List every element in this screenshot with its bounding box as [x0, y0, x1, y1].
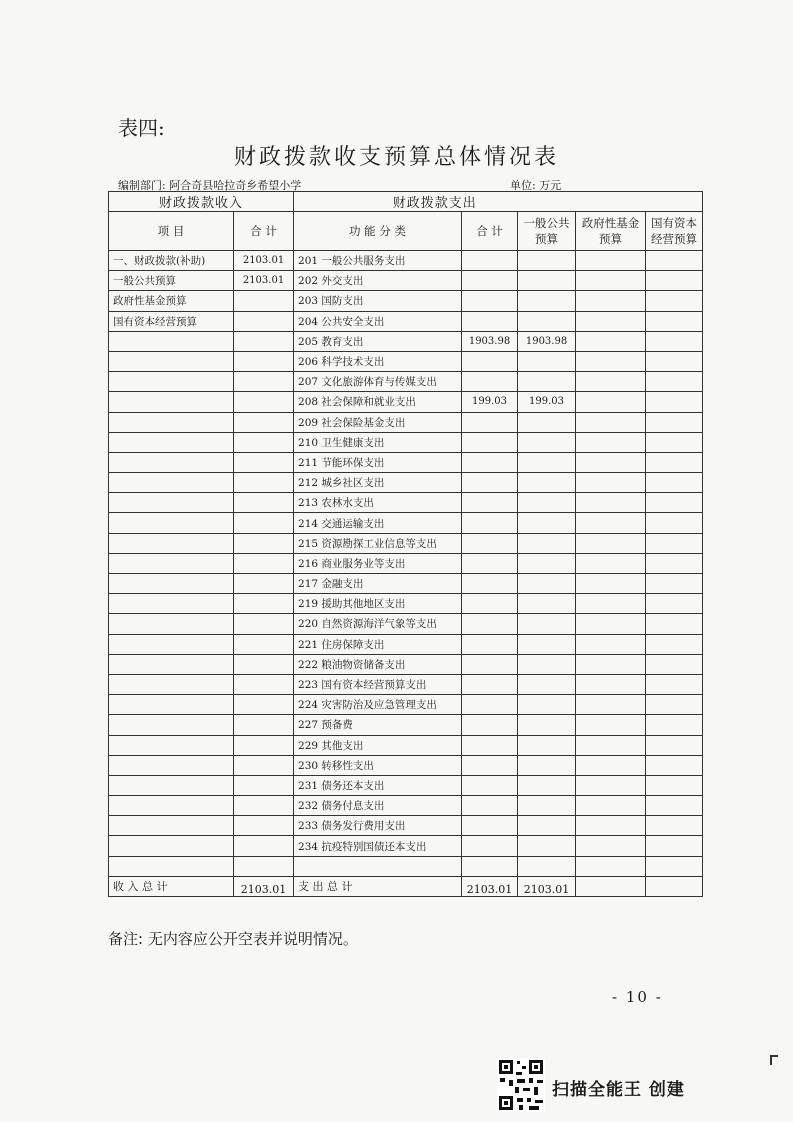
expense-gov-fund-cell — [576, 816, 646, 836]
expense-function-cell: 208 社会保障和就业支出 — [294, 392, 462, 412]
expense-function-cell: 206 科学技术支出 — [294, 351, 462, 371]
income-total-label: 收 入 总 计 — [109, 876, 234, 896]
expense-state-capital-cell — [646, 311, 703, 331]
expense-gov-fund-cell — [576, 392, 646, 412]
income-item-cell — [109, 432, 234, 452]
expense-group-header-filler — [576, 192, 703, 212]
expense-function-cell: 229 其他支出 — [294, 735, 462, 755]
expense-state-capital-cell — [646, 271, 703, 291]
expense-state-capital-cell — [646, 674, 703, 694]
income-amount-cell — [234, 695, 294, 715]
expense-state-capital-cell — [646, 574, 703, 594]
income-item-cell — [109, 533, 234, 553]
remark: 备注: 无内容应公开空表并说明情况。 — [108, 930, 358, 948]
expense-total-cell — [462, 351, 518, 371]
expense-gov-fund-cell — [576, 796, 646, 816]
expense-function-cell: 223 国有资本经营预算支出 — [294, 674, 462, 694]
crop-mark — [770, 1055, 778, 1065]
expense-state-capital-cell — [646, 614, 703, 634]
expense-total-cell — [462, 775, 518, 795]
expense-total-cell — [462, 715, 518, 735]
expense-total-cell — [462, 271, 518, 291]
unit-label: 单位: 万元 — [510, 179, 562, 192]
col-header-expense-total: 合 计 — [462, 212, 518, 251]
table-row — [109, 735, 703, 755]
col-header-income-total: 合 计 — [234, 212, 294, 251]
expense-function-cell: 234 抗疫特别国债还本支出 — [294, 836, 462, 856]
expense-function-cell: 230 转移性支出 — [294, 755, 462, 775]
expense-gov-fund-cell — [576, 594, 646, 614]
income-item-cell — [109, 695, 234, 715]
expense-total-cell — [462, 372, 518, 392]
expense-gov-fund-cell — [576, 856, 646, 876]
income-item-cell — [109, 856, 234, 876]
group-header-row — [109, 192, 703, 212]
totals-row — [109, 876, 703, 896]
expense-function-cell: 202 外交支出 — [294, 271, 462, 291]
expense-state-capital-cell — [646, 715, 703, 735]
expense-gov-fund-cell — [576, 412, 646, 432]
table-row — [109, 755, 703, 775]
expense-general-cell — [518, 513, 576, 533]
income-amount-cell — [234, 311, 294, 331]
expense-total-cell — [462, 735, 518, 755]
expense-state-capital-cell — [646, 251, 703, 271]
expense-gov-fund-cell — [576, 331, 646, 351]
expense-function-cell: 215 资源勘探工业信息等支出 — [294, 533, 462, 553]
income-item-cell — [109, 816, 234, 836]
income-item-cell — [109, 513, 234, 533]
expense-general-cell — [518, 715, 576, 735]
expense-gov-fund-cell — [576, 271, 646, 291]
expense-state-capital-cell — [646, 493, 703, 513]
expense-total-cell — [462, 695, 518, 715]
expense-gov-fund-total — [576, 876, 646, 896]
expense-general-cell — [518, 311, 576, 331]
expense-function-cell: 221 住房保障支出 — [294, 634, 462, 654]
expense-total-cell — [462, 493, 518, 513]
expense-total-cell — [462, 533, 518, 553]
table-row — [109, 836, 703, 856]
table-row — [109, 452, 703, 472]
table-row — [109, 674, 703, 694]
income-item-cell — [109, 452, 234, 472]
expense-gov-fund-cell — [576, 493, 646, 513]
expense-total-cell — [462, 634, 518, 654]
col-header-gov-fund: 政府性基金预算 — [576, 212, 646, 251]
income-item-cell — [109, 836, 234, 856]
expense-general-cell — [518, 755, 576, 775]
table-row — [109, 856, 703, 876]
expense-general-cell — [518, 654, 576, 674]
income-item-cell — [109, 755, 234, 775]
expense-general-cell — [518, 856, 576, 876]
expense-general-cell — [518, 271, 576, 291]
expense-total-label: 支 出 总 计 — [294, 876, 462, 896]
income-amount-cell — [234, 755, 294, 775]
income-amount-cell — [234, 392, 294, 412]
income-item-cell — [109, 594, 234, 614]
expense-gov-fund-cell — [576, 251, 646, 271]
expense-general-cell: 1903.98 — [518, 331, 576, 351]
income-amount-cell — [234, 836, 294, 856]
expense-total-cell — [462, 654, 518, 674]
col-header-general-budget: 一般公共预算 — [518, 212, 576, 251]
income-amount-cell — [234, 634, 294, 654]
expense-function-cell: 216 商业服务业等支出 — [294, 553, 462, 573]
table-row — [109, 432, 703, 452]
income-amount-cell — [234, 331, 294, 351]
income-item-cell — [109, 553, 234, 573]
income-item-cell: 一般公共预算 — [109, 271, 234, 291]
expense-gov-fund-cell — [576, 372, 646, 392]
expense-gov-fund-cell — [576, 291, 646, 311]
income-amount-cell — [234, 513, 294, 533]
expense-total-cell — [462, 251, 518, 271]
table-row — [109, 574, 703, 594]
expense-total-cell — [462, 755, 518, 775]
expense-general-cell — [518, 796, 576, 816]
table-row — [109, 372, 703, 392]
expense-function-cell: 220 自然资源海洋气象等支出 — [294, 614, 462, 634]
expense-function-cell: 205 教育支出 — [294, 331, 462, 351]
table-row — [109, 715, 703, 735]
table-row — [109, 654, 703, 674]
expense-gov-fund-cell — [576, 311, 646, 331]
expense-state-capital-cell — [646, 533, 703, 553]
expense-gov-fund-cell — [576, 775, 646, 795]
expense-state-capital-cell — [646, 836, 703, 856]
income-amount-cell — [234, 775, 294, 795]
expense-total-cell — [462, 816, 518, 836]
expense-state-capital-cell — [646, 796, 703, 816]
expense-total-cell — [462, 574, 518, 594]
column-header-row — [109, 212, 703, 251]
expense-total-cell — [462, 311, 518, 331]
expense-function-cell: 222 粮油物资储备支出 — [294, 654, 462, 674]
col-header-state-capital: 国有资本经营预算 — [646, 212, 703, 251]
expense-total-cell — [462, 674, 518, 694]
expense-total-cell: 1903.98 — [462, 331, 518, 351]
income-amount-cell — [234, 412, 294, 432]
income-item-cell — [109, 493, 234, 513]
expense-general-cell — [518, 452, 576, 472]
expense-function-cell: 201 一般公共服务支出 — [294, 251, 462, 271]
expense-function-cell: 210 卫生健康支出 — [294, 432, 462, 452]
expense-gov-fund-cell — [576, 614, 646, 634]
income-amount-cell — [234, 614, 294, 634]
qr-code-icon — [497, 1058, 545, 1112]
expense-general-cell — [518, 291, 576, 311]
expense-function-cell: 209 社会保险基金支出 — [294, 412, 462, 432]
expense-general-total: 2103.01 — [518, 876, 576, 896]
expense-gov-fund-cell — [576, 715, 646, 735]
col-header-item: 项 目 — [109, 212, 234, 251]
expense-function-cell: 214 交通运输支出 — [294, 513, 462, 533]
table-row — [109, 533, 703, 553]
expense-total-amount: 2103.01 — [462, 876, 518, 896]
expense-state-capital-total — [646, 876, 703, 896]
expense-general-cell — [518, 553, 576, 573]
income-amount-cell — [234, 715, 294, 735]
expense-general-cell — [518, 695, 576, 715]
expense-state-capital-cell — [646, 291, 703, 311]
expense-gov-fund-cell — [576, 654, 646, 674]
expense-state-capital-cell — [646, 392, 703, 412]
expense-general-cell — [518, 614, 576, 634]
expense-gov-fund-cell — [576, 553, 646, 573]
col-header-function: 功 能 分 类 — [294, 212, 462, 251]
expense-state-capital-cell — [646, 553, 703, 573]
income-amount-cell — [234, 594, 294, 614]
income-amount-cell — [234, 372, 294, 392]
expense-state-capital-cell — [646, 351, 703, 371]
expense-gov-fund-cell — [576, 473, 646, 493]
income-amount-cell — [234, 816, 294, 836]
table-row — [109, 291, 703, 311]
expense-general-cell — [518, 674, 576, 694]
table-row — [109, 634, 703, 654]
expense-gov-fund-cell — [576, 695, 646, 715]
expense-function-cell: 211 节能环保支出 — [294, 452, 462, 472]
table-row — [109, 594, 703, 614]
expense-general-cell — [518, 493, 576, 513]
table-row — [109, 271, 703, 291]
budget-table — [108, 191, 703, 897]
expense-state-capital-cell — [646, 331, 703, 351]
table-row — [109, 553, 703, 573]
expense-function-cell: 203 国防支出 — [294, 291, 462, 311]
income-amount-cell: 2103.01 — [234, 271, 294, 291]
income-amount-cell — [234, 493, 294, 513]
income-item-cell — [109, 351, 234, 371]
expense-general-cell: 199.03 — [518, 392, 576, 412]
expense-function-cell: 232 债务付息支出 — [294, 796, 462, 816]
income-item-cell — [109, 412, 234, 432]
expense-function-cell: 204 公共安全支出 — [294, 311, 462, 331]
income-amount-cell — [234, 432, 294, 452]
income-amount-cell — [234, 533, 294, 553]
expense-general-cell — [518, 735, 576, 755]
expense-gov-fund-cell — [576, 513, 646, 533]
expense-function-cell: 231 债务还本支出 — [294, 775, 462, 795]
expense-gov-fund-cell — [576, 755, 646, 775]
income-item-cell — [109, 715, 234, 735]
page-number: - 10 - — [612, 988, 663, 1006]
income-amount-cell — [234, 574, 294, 594]
income-amount-cell — [234, 735, 294, 755]
income-total-amount: 2103.01 — [234, 876, 294, 896]
income-item-cell — [109, 331, 234, 351]
expense-state-capital-cell — [646, 594, 703, 614]
income-item-cell — [109, 392, 234, 412]
income-item-cell: 政府性基金预算 — [109, 291, 234, 311]
income-amount-cell — [234, 291, 294, 311]
expense-state-capital-cell — [646, 735, 703, 755]
page-title: 财政拨款收支预算总体情况表 — [233, 145, 559, 170]
income-item-cell — [109, 674, 234, 694]
expense-gov-fund-cell — [576, 674, 646, 694]
expense-function-cell — [294, 856, 462, 876]
expense-total-cell — [462, 553, 518, 573]
expense-general-cell — [518, 836, 576, 856]
expense-state-capital-cell — [646, 412, 703, 432]
expense-state-capital-cell — [646, 755, 703, 775]
income-amount-cell — [234, 452, 294, 472]
income-item-cell — [109, 796, 234, 816]
income-amount-cell — [234, 654, 294, 674]
expense-general-cell — [518, 775, 576, 795]
expense-general-cell — [518, 574, 576, 594]
expense-general-cell — [518, 372, 576, 392]
scanner-watermark: 扫描全能王 创建 — [552, 1080, 685, 1100]
table-row — [109, 513, 703, 533]
expense-function-cell: 224 灾害防治及应急管理支出 — [294, 695, 462, 715]
table-row — [109, 412, 703, 432]
expense-function-cell: 217 金融支出 — [294, 574, 462, 594]
expense-gov-fund-cell — [576, 351, 646, 371]
expense-state-capital-cell — [646, 452, 703, 472]
table-row — [109, 775, 703, 795]
income-item-cell — [109, 372, 234, 392]
expense-total-cell — [462, 452, 518, 472]
expense-gov-fund-cell — [576, 452, 646, 472]
table-row — [109, 493, 703, 513]
expense-state-capital-cell — [646, 634, 703, 654]
expense-total-cell — [462, 473, 518, 493]
expense-function-cell: 212 城乡社区支出 — [294, 473, 462, 493]
expense-general-cell — [518, 594, 576, 614]
expense-total-cell — [462, 291, 518, 311]
expense-gov-fund-cell — [576, 432, 646, 452]
expense-state-capital-cell — [646, 432, 703, 452]
income-item-cell — [109, 634, 234, 654]
expense-total-cell — [462, 614, 518, 634]
expense-general-cell — [518, 816, 576, 836]
expense-state-capital-cell — [646, 372, 703, 392]
expense-general-cell — [518, 473, 576, 493]
expense-gov-fund-cell — [576, 836, 646, 856]
expense-general-cell — [518, 533, 576, 553]
expense-gov-fund-cell — [576, 735, 646, 755]
expense-general-cell — [518, 412, 576, 432]
table-row — [109, 351, 703, 371]
expense-function-cell: 219 援助其他地区支出 — [294, 594, 462, 614]
expense-function-cell: 213 农林水支出 — [294, 493, 462, 513]
expense-total-cell — [462, 796, 518, 816]
expense-total-cell — [462, 836, 518, 856]
expense-gov-fund-cell — [576, 574, 646, 594]
expense-gov-fund-cell — [576, 634, 646, 654]
expense-state-capital-cell — [646, 513, 703, 533]
income-item-cell — [109, 473, 234, 493]
income-amount-cell — [234, 351, 294, 371]
table-row — [109, 251, 703, 271]
table-row — [109, 695, 703, 715]
expense-function-cell: 233 债务发行费用支出 — [294, 816, 462, 836]
income-amount-cell — [234, 473, 294, 493]
expense-total-cell — [462, 513, 518, 533]
income-item-cell — [109, 614, 234, 634]
expense-total-cell — [462, 432, 518, 452]
expense-gov-fund-cell — [576, 533, 646, 553]
expense-general-cell — [518, 351, 576, 371]
compiling-department: 编制部门: 阿合奇县哈拉奇乡希望小学 — [118, 179, 302, 192]
expense-function-cell: 207 文化旅游体育与传媒支出 — [294, 372, 462, 392]
table-row — [109, 331, 703, 351]
expense-state-capital-cell — [646, 695, 703, 715]
expense-state-capital-cell — [646, 775, 703, 795]
expense-state-capital-cell — [646, 473, 703, 493]
table-row — [109, 816, 703, 836]
income-group-header: 财政拨款收入 — [109, 192, 294, 212]
expense-state-capital-cell — [646, 816, 703, 836]
income-item-cell — [109, 775, 234, 795]
table-row — [109, 473, 703, 493]
expense-general-cell — [518, 432, 576, 452]
expense-function-cell: 227 预备费 — [294, 715, 462, 735]
table-row — [109, 614, 703, 634]
income-amount-cell: 2103.01 — [234, 251, 294, 271]
income-item-cell — [109, 735, 234, 755]
expense-total-cell: 199.03 — [462, 392, 518, 412]
income-item-cell: 一、财政拨款(补助) — [109, 251, 234, 271]
table-tag: 表四: — [118, 116, 165, 140]
table-row — [109, 311, 703, 331]
expense-total-cell — [462, 594, 518, 614]
income-amount-cell — [234, 674, 294, 694]
income-item-cell — [109, 654, 234, 674]
table-row — [109, 796, 703, 816]
income-amount-cell — [234, 856, 294, 876]
income-item-cell — [109, 574, 234, 594]
expense-state-capital-cell — [646, 654, 703, 674]
income-item-cell: 国有资本经营预算 — [109, 311, 234, 331]
income-amount-cell — [234, 553, 294, 573]
expense-total-cell — [462, 412, 518, 432]
expense-state-capital-cell — [646, 856, 703, 876]
table-row — [109, 392, 703, 412]
expense-total-cell — [462, 856, 518, 876]
expense-general-cell — [518, 634, 576, 654]
income-amount-cell — [234, 796, 294, 816]
expense-general-cell — [518, 251, 576, 271]
expense-group-header: 财政拨款支出 — [294, 192, 576, 212]
